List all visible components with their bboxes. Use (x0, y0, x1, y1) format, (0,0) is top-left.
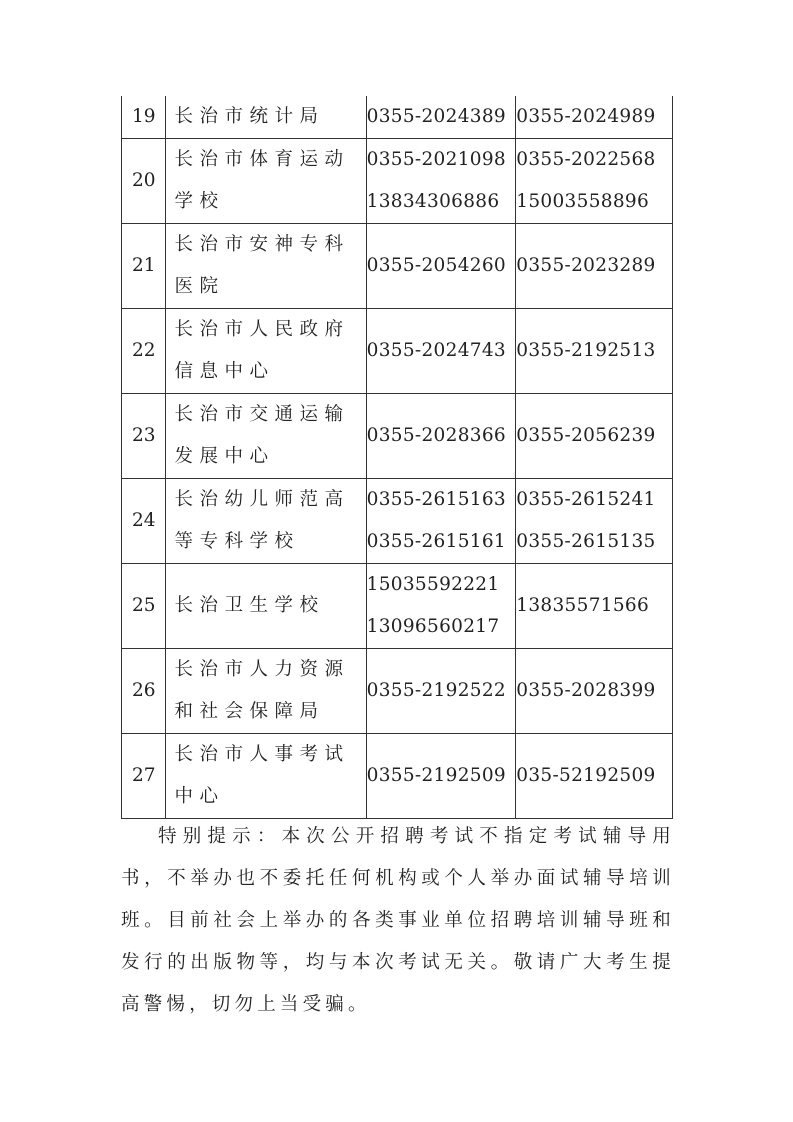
organization-cell (166, 96, 366, 139)
phone-number: 13835571566 (516, 595, 650, 616)
phone-number: 0355-2192522 (366, 680, 506, 701)
phone-secondary-cell (516, 564, 673, 649)
organization-name: 长治市人事考试中心 (174, 744, 350, 807)
organization-name: 长治市人力资源和社会保障局 (174, 659, 350, 722)
row-number: 24 (122, 479, 166, 564)
row-number: 19 (122, 96, 166, 139)
organization-cell (166, 479, 366, 564)
row-number: 23 (122, 394, 166, 479)
organization-name: 长治市交通运输发展中心 (174, 404, 350, 467)
table-row (122, 649, 673, 734)
phone-number: 0355-2021098 (366, 149, 506, 170)
phone-secondary-cell (516, 96, 673, 139)
phone-secondary-cell (516, 394, 673, 479)
table-row (122, 394, 673, 479)
phone-primary-cell (366, 564, 516, 649)
organization-cell (166, 734, 366, 819)
phone-number: 0355-2192513 (516, 340, 656, 361)
phone-primary-cell (366, 309, 516, 394)
row-number: 22 (122, 309, 166, 394)
organization-name: 长治幼儿师范高等专科学校 (174, 489, 350, 552)
organization-name: 长治市安神专科医院 (174, 234, 350, 297)
phone-number: 13096560217 (366, 616, 500, 637)
phone-number: 0355-2056239 (516, 425, 656, 446)
phone-number: 13834306886 (366, 191, 500, 212)
phone-number: 0355-2028399 (516, 680, 656, 701)
phone-number: 15035592221 (366, 574, 500, 595)
table-row (122, 479, 673, 564)
phone-primary-cell (366, 394, 516, 479)
table-row (122, 224, 673, 309)
phone-number: 0355-2615135 (516, 531, 656, 552)
phone-secondary-cell (516, 224, 673, 309)
phone-number: 0355-2615241 (516, 489, 656, 510)
contact-table (121, 96, 673, 819)
row-number: 25 (122, 564, 166, 649)
phone-primary-cell (366, 479, 516, 564)
phone-number: 0355-2615163 (366, 489, 506, 510)
phone-number: 0355-2615161 (366, 531, 506, 552)
phone-number: 0355-2028366 (366, 425, 506, 446)
table-row (122, 139, 673, 224)
phone-secondary-cell (516, 479, 673, 564)
organization-name: 长治市体育运动学校 (174, 149, 350, 212)
phone-secondary-cell (516, 649, 673, 734)
phone-number: 0355-2024389 (366, 106, 506, 127)
phone-primary-cell (366, 139, 516, 224)
phone-secondary-cell (516, 139, 673, 224)
phone-number: 0355-2024743 (366, 340, 506, 361)
organization-name: 长治市统计局 (174, 106, 325, 127)
phone-secondary-cell (516, 309, 673, 394)
table-row (122, 734, 673, 819)
phone-secondary-cell (516, 734, 673, 819)
table-row (122, 564, 673, 649)
phone-number: 0355-2022568 (516, 149, 656, 170)
organization-name: 长治市人民政府信息中心 (174, 319, 350, 382)
row-number: 20 (122, 139, 166, 224)
table-row (122, 96, 673, 139)
row-number: 26 (122, 649, 166, 734)
row-number: 27 (122, 734, 166, 819)
phone-number: 035-52192509 (516, 765, 656, 786)
phone-number: 0355-2024989 (516, 106, 656, 127)
phone-primary-cell (366, 224, 516, 309)
phone-number: 0355-2023289 (516, 255, 656, 276)
organization-cell (166, 564, 366, 649)
table-body (122, 96, 673, 819)
phone-number: 0355-2054260 (366, 255, 506, 276)
phone-primary-cell (366, 649, 516, 734)
organization-name: 长治卫生学校 (174, 595, 325, 616)
organization-cell (166, 394, 366, 479)
organization-cell (166, 224, 366, 309)
special-notice: 特别提示：本次公开招聘考试不指定考试辅导用书，不举办也不委托任何机构或个人举办面试辅导培训班。目前社会上举办的各类事业单位招聘培训辅导班和发行的出版物等，均与本次考试无关。敬请广大考生提高警惕，切勿上当受骗。 (121, 826, 675, 1015)
table-row (122, 309, 673, 394)
phone-number: 15003558896 (516, 191, 650, 212)
phone-number: 0355-2192509 (366, 765, 506, 786)
organization-cell (166, 649, 366, 734)
row-number: 21 (122, 224, 166, 309)
organization-cell (166, 139, 366, 224)
phone-primary-cell (366, 734, 516, 819)
organization-cell (166, 309, 366, 394)
phone-primary-cell (366, 96, 516, 139)
